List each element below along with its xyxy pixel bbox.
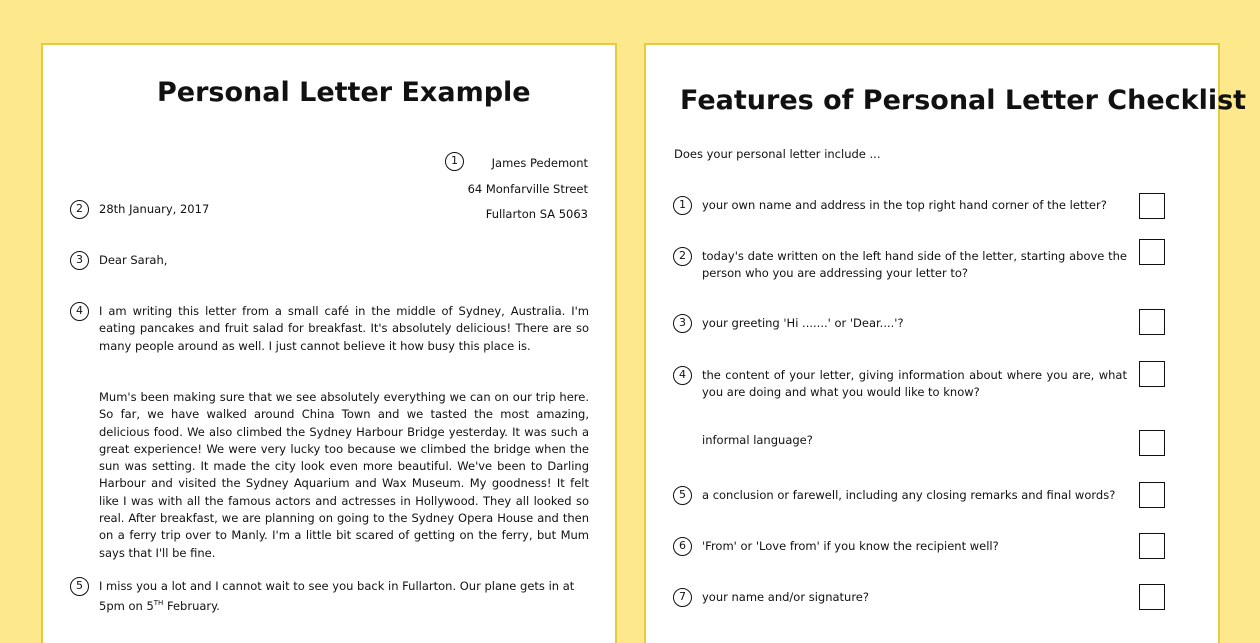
item-text: the content of your letter, giving information about where you are, what you are doing and what you would like to know? <box>702 368 1127 400</box>
letter-date: 28th January, 2017 <box>99 202 210 216</box>
item-text: your greeting 'Hi .......' or 'Dear....'? <box>702 316 904 330</box>
letter-paragraph-1: I am writing this letter from a small café in the middle of Sydney, Australia. I'm eating pancakes and fruit salad for breakfast. It's absolutely delicious! There are so many people around as well. I just cannot believe it how busy this place is. <box>99 304 589 353</box>
marker-5: 5 <box>70 577 89 596</box>
item-number-marker: 3 <box>673 314 692 333</box>
item-number-marker: 2 <box>673 247 692 266</box>
item-checkbox[interactable] <box>1139 239 1165 265</box>
superscript: TH <box>153 599 164 608</box>
address-line: Fullarton SA 5063 <box>485 207 588 221</box>
item-number-marker: 4 <box>673 366 692 385</box>
marker-2: 2 <box>70 200 89 219</box>
item-number-marker: 1 <box>673 196 692 215</box>
item-text: today's date written on the left hand side of the letter, starting above the person who you are addressing your letter to? <box>702 249 1127 281</box>
item-text: 'From' or 'Love from' if you know the recipient well? <box>702 539 999 553</box>
item-number-marker: 5 <box>673 486 692 505</box>
letter-greeting: Dear Sarah, <box>99 253 168 267</box>
item-checkbox[interactable] <box>1139 430 1165 456</box>
checklist-title: Features of Personal Letter Checklist <box>680 85 1247 116</box>
item-checkbox[interactable] <box>1139 309 1165 335</box>
item-checkbox[interactable] <box>1139 533 1165 559</box>
item-number-marker: 6 <box>673 537 692 556</box>
item-number-marker: 7 <box>673 588 692 607</box>
item-text: your own name and address in the top right hand corner of the letter? <box>702 198 1107 212</box>
marker-3: 3 <box>70 251 89 270</box>
letter-example-page <box>41 43 617 643</box>
item-checkbox[interactable] <box>1139 482 1165 508</box>
item-text: informal language? <box>702 433 813 447</box>
letter-paragraph-2: Mum's been making sure that we see absolutely everything we can on our trip here. So far, we have walked around China Town and we tasted the most amazing, delicious food. We also climbed the Sydney Harbour Bridge yesterday. It was such a great experience! We were very lucky too because we climbed the bridge when the sun was setting. It made the city look even more beautiful. We've been to Darling Harbour and visited the Sydney Aquarium and Wax Museum. My goodness! It felt like I was with all the famous actors and actresses in Hollywood. They all looked so real. After breakfast, we are planning on going to the Sydney Opera House and then on a ferry trip over to Manly. I'm a little bit scared of getting on the ferry, but Mum says that I'll be fine. <box>99 390 589 560</box>
item-checkbox[interactable] <box>1139 584 1165 610</box>
letter-paragraph-3 <box>99 578 589 615</box>
item-checkbox[interactable] <box>1139 361 1165 387</box>
address-line: James Pedemont <box>491 156 588 170</box>
item-text: a conclusion or farewell, including any closing remarks and final words? <box>702 488 1116 502</box>
checklist-intro: Does your personal letter include ... <box>674 147 881 161</box>
checklist-page <box>644 43 1247 643</box>
address-line: 64 Monfarville Street <box>467 181 588 196</box>
marker-4: 4 <box>70 302 89 321</box>
letter-title: Personal Letter Example <box>157 77 531 108</box>
item-checkbox[interactable] <box>1139 193 1165 219</box>
paragraph-text: I miss you a lot and I cannot wait to see you back in Fullarton. Our plane gets in at 5pm on 5 <box>99 579 575 614</box>
marker-1: 1 <box>445 152 464 171</box>
sender-address <box>468 151 588 228</box>
paragraph-text: February. <box>163 599 220 614</box>
item-text: your name and/or signature? <box>702 590 869 604</box>
